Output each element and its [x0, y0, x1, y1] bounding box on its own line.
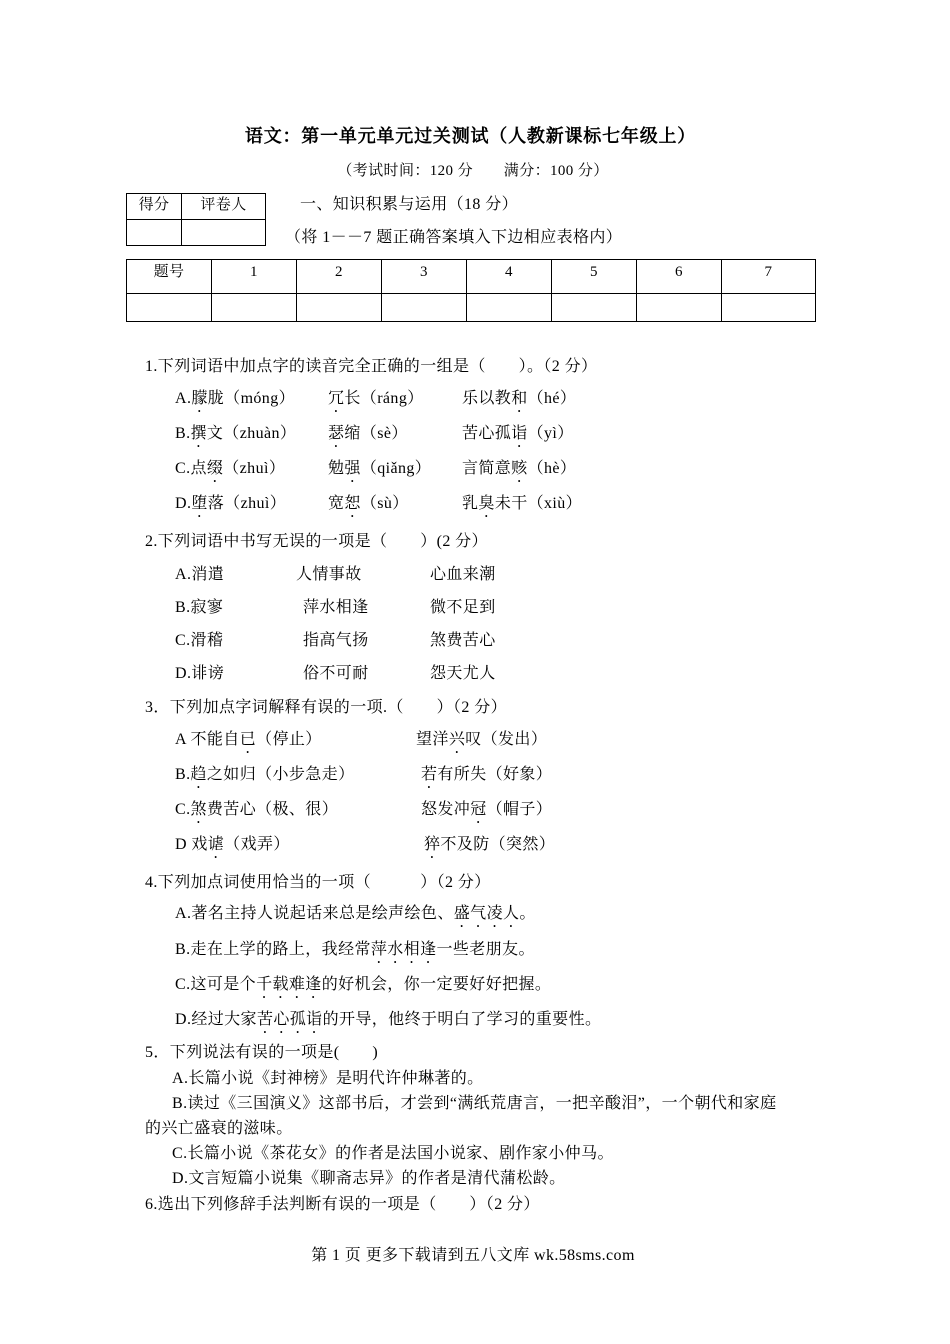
q4-stem: 4.下列加点词使用恰当的一项（ ）（2 分） — [145, 874, 491, 891]
dotted-char: 冗 — [328, 390, 345, 407]
answer-cell — [467, 294, 552, 322]
word-text: 宽 — [328, 495, 345, 512]
dotted-phrase: 萍水相逢 — [370, 941, 437, 958]
q4-option-c — [175, 975, 551, 1002]
dotted-phrase: 苦心孤诣 — [256, 1011, 323, 1028]
question-number-cell: 7 — [722, 260, 816, 294]
dotted-char: 强 — [344, 460, 361, 477]
word-text: 叹（发出） — [465, 731, 548, 748]
option-word — [175, 800, 338, 827]
word-text: 长（ráng） — [344, 390, 424, 407]
option-word — [462, 494, 582, 521]
word-text: 有所失（好象） — [437, 766, 553, 783]
q3-option-c — [0, 800, 950, 824]
q4-option-b — [175, 940, 535, 967]
option-word — [328, 494, 409, 521]
page-footer: 第 1 页 更多下载请到五八文库 wk.58sms.com — [311, 1247, 635, 1264]
option-word — [421, 765, 552, 792]
dotted-char: 恕 — [344, 495, 361, 512]
q5-option-b-line-1: B.读过《三国演义》这部书后，才尝到“满纸荒唐言，一把辛酸泪”，一个朝代和家庭 — [172, 1095, 777, 1112]
dotted-char: 若 — [421, 766, 438, 783]
word-text: 不及防（突然） — [440, 836, 556, 853]
word-text: 费苦心（极、很） — [206, 801, 339, 818]
option-word: 心血来潮 — [430, 566, 496, 583]
dotted-char: 谑 — [207, 836, 225, 853]
word-text: D. — [175, 495, 192, 512]
answer-cell — [127, 294, 212, 322]
answer-cell — [382, 294, 467, 322]
q5-option-d: D.文言短篇小说集《聊斋志异》的作者是清代蒲松龄。 — [172, 1170, 566, 1187]
dotted-char: 猝 — [424, 836, 441, 853]
score-box-label-row — [127, 194, 266, 220]
option-word — [175, 424, 296, 451]
q1-stem: 1.下列词语中加点字的读音完全正确的一组是（ ）。（2 分） — [145, 358, 598, 375]
grader-cell — [182, 220, 266, 246]
option-word: C.滑稽 — [175, 632, 224, 649]
dotted-char: 已 — [239, 731, 257, 748]
option-word: 微不足到 — [430, 599, 496, 616]
q2-option-d — [0, 664, 950, 688]
option-word: B.寂寥 — [175, 599, 224, 616]
word-text: 望洋 — [416, 731, 449, 748]
answer-cell — [297, 294, 382, 322]
q3-option-d — [0, 835, 950, 859]
q1-option-b — [0, 424, 950, 448]
option-text: C.这可是个 — [175, 976, 257, 993]
option-word: A.消遣 — [175, 566, 225, 583]
option-text: B.走在上学的路上，我经常 — [175, 941, 371, 958]
option-text: 一些老朋友。 — [436, 941, 535, 958]
word-text: 之如归（小步急走） — [206, 766, 355, 783]
q2-option-a — [0, 565, 950, 589]
dotted-char: 朦 — [191, 390, 208, 407]
option-word — [416, 730, 547, 757]
score-box-blank-row — [127, 220, 266, 246]
answer-cell — [722, 294, 816, 322]
word-text: （yì） — [527, 425, 574, 442]
option-text: 的好机会，你一定要好好把握。 — [321, 976, 552, 993]
question-number-cell: 4 — [467, 260, 552, 294]
word-text: （hè） — [527, 460, 577, 477]
word-text: A. — [175, 390, 192, 407]
q3-option-a — [0, 730, 950, 754]
score-box — [126, 193, 266, 246]
q5-option-a: A.长篇小说《封神榜》是明代许仲琳著的。 — [172, 1070, 484, 1087]
dotted-char: 和 — [511, 390, 528, 407]
option-word: D.诽谤 — [175, 665, 225, 682]
question-number-cell: 3 — [382, 260, 467, 294]
word-text: B. — [175, 766, 191, 783]
question-number-header: 题号 — [127, 260, 212, 294]
q3-option-b — [0, 765, 950, 789]
answer-table-header-row — [127, 260, 816, 294]
word-text: （戏弄） — [224, 836, 290, 853]
word-text: 文（zhuàn） — [206, 425, 297, 442]
option-word — [175, 459, 285, 486]
word-text: 勉 — [328, 460, 345, 477]
option-word — [424, 835, 555, 862]
q3-stem: 3．下列加点字词解释有误的一项.（ ）（2 分） — [145, 699, 508, 716]
answer-cell — [552, 294, 637, 322]
q1-option-d — [0, 494, 950, 518]
word-text: 乳 — [462, 495, 479, 512]
option-word — [175, 765, 355, 792]
option-word — [328, 459, 431, 486]
option-word — [175, 730, 322, 757]
option-text: 的开导，他终于明白了学习的重要性。 — [322, 1011, 602, 1028]
option-word — [175, 835, 290, 862]
word-text: 乐以教 — [462, 390, 512, 407]
answer-cell — [637, 294, 722, 322]
dotted-phrase: 盛气凌人 — [453, 905, 520, 922]
q2-option-b — [0, 598, 950, 622]
option-word — [462, 389, 576, 416]
q2-stem: 2.下列词语中书写无误的一项是（ ）(2 分） — [145, 533, 488, 550]
dotted-char: 臭 — [478, 495, 495, 512]
q5-option-c: C.长篇小说《茶花女》的作者是法国小说家、剧作家小仲马。 — [172, 1145, 614, 1162]
option-text: D.经过大家 — [175, 1011, 257, 1028]
word-text: D 戏 — [175, 836, 208, 853]
answer-table — [126, 259, 816, 322]
dotted-char: 撰 — [190, 425, 207, 442]
word-text: （sù） — [360, 495, 409, 512]
q5-option-b-line-2: 的兴亡盛衰的滋味。 — [145, 1120, 293, 1137]
word-text: （hé） — [527, 390, 577, 407]
score-label: 得分 — [127, 194, 182, 220]
page-title: 语文：第一单元单元过关测试（人教新课标七年级上） — [244, 126, 697, 146]
dotted-char: 冠 — [470, 801, 487, 818]
answer-row — [127, 294, 816, 322]
q4-option-a — [175, 904, 536, 931]
question-number-cell: 2 — [297, 260, 382, 294]
word-text: 未干（xiù） — [494, 495, 583, 512]
word-text: B. — [175, 425, 191, 442]
word-text: 言简意 — [462, 460, 512, 477]
q1-option-c — [0, 459, 950, 483]
word-text: 落（zhuì） — [207, 495, 287, 512]
option-word: 萍水相逢 — [303, 599, 369, 616]
q1-option-a — [0, 389, 950, 413]
option-word: 指高气扬 — [303, 632, 369, 649]
q5-stem: 5．下列说法有误的一项是( ) — [145, 1044, 379, 1061]
option-word — [328, 389, 424, 416]
score-cell — [127, 220, 182, 246]
word-text: （qiǎng） — [360, 460, 432, 477]
question-number-cell: 6 — [637, 260, 722, 294]
dotted-phrase: 千载难逢 — [256, 976, 322, 993]
option-word — [328, 424, 408, 451]
dotted-char: 堕 — [191, 495, 208, 512]
dotted-char: 兴 — [448, 731, 466, 748]
word-text: C.点 — [175, 460, 207, 477]
word-text: 苦心孤 — [462, 425, 512, 442]
q2-option-c — [0, 631, 950, 655]
dotted-char: 诣 — [511, 425, 528, 442]
dotted-char: 趋 — [190, 766, 207, 783]
grader-label: 评卷人 — [182, 194, 266, 220]
option-word — [462, 459, 576, 486]
dotted-char: 煞 — [190, 801, 207, 818]
option-word: 人情事故 — [296, 566, 362, 583]
option-word: 煞费苦心 — [430, 632, 496, 649]
option-word — [175, 494, 286, 521]
question-number-cell: 1 — [212, 260, 297, 294]
word-text: （停止） — [256, 731, 322, 748]
option-word: 怨天尤人 — [430, 665, 496, 682]
section-instruction: （将 1－－7 题正确答案填入下边相应表格内） — [285, 229, 623, 246]
option-text: 。 — [519, 905, 536, 922]
dotted-char: 缀 — [206, 460, 224, 477]
dotted-char: 瑟 — [328, 425, 345, 442]
word-text: （zhuì） — [223, 460, 286, 477]
word-text: 胧（móng） — [207, 390, 296, 407]
word-text: （帽子） — [486, 801, 553, 818]
option-word — [462, 424, 574, 451]
question-number-cell: 5 — [552, 260, 637, 294]
answer-cell — [212, 294, 297, 322]
dotted-char: 赅 — [511, 460, 528, 477]
word-text: 缩（sè） — [344, 425, 408, 442]
word-text: A 不能自 — [175, 731, 240, 748]
option-word: 俗不可耐 — [303, 665, 369, 682]
exam-info: （考试时间：120 分 满分：100 分） — [337, 163, 609, 179]
option-word — [175, 389, 295, 416]
word-text: 怒发冲 — [421, 801, 471, 818]
option-text: A.著名主持人说起话来总是绘声绘色、 — [175, 905, 454, 922]
word-text: C. — [175, 801, 191, 818]
q4-option-d — [175, 1010, 601, 1037]
option-word — [421, 800, 552, 827]
q6-stem: 6.选出下列修辞手法判断有误的一项是（ ）（2 分） — [145, 1196, 540, 1213]
section-heading: 一、知识积累与运用（18 分） — [300, 196, 519, 213]
